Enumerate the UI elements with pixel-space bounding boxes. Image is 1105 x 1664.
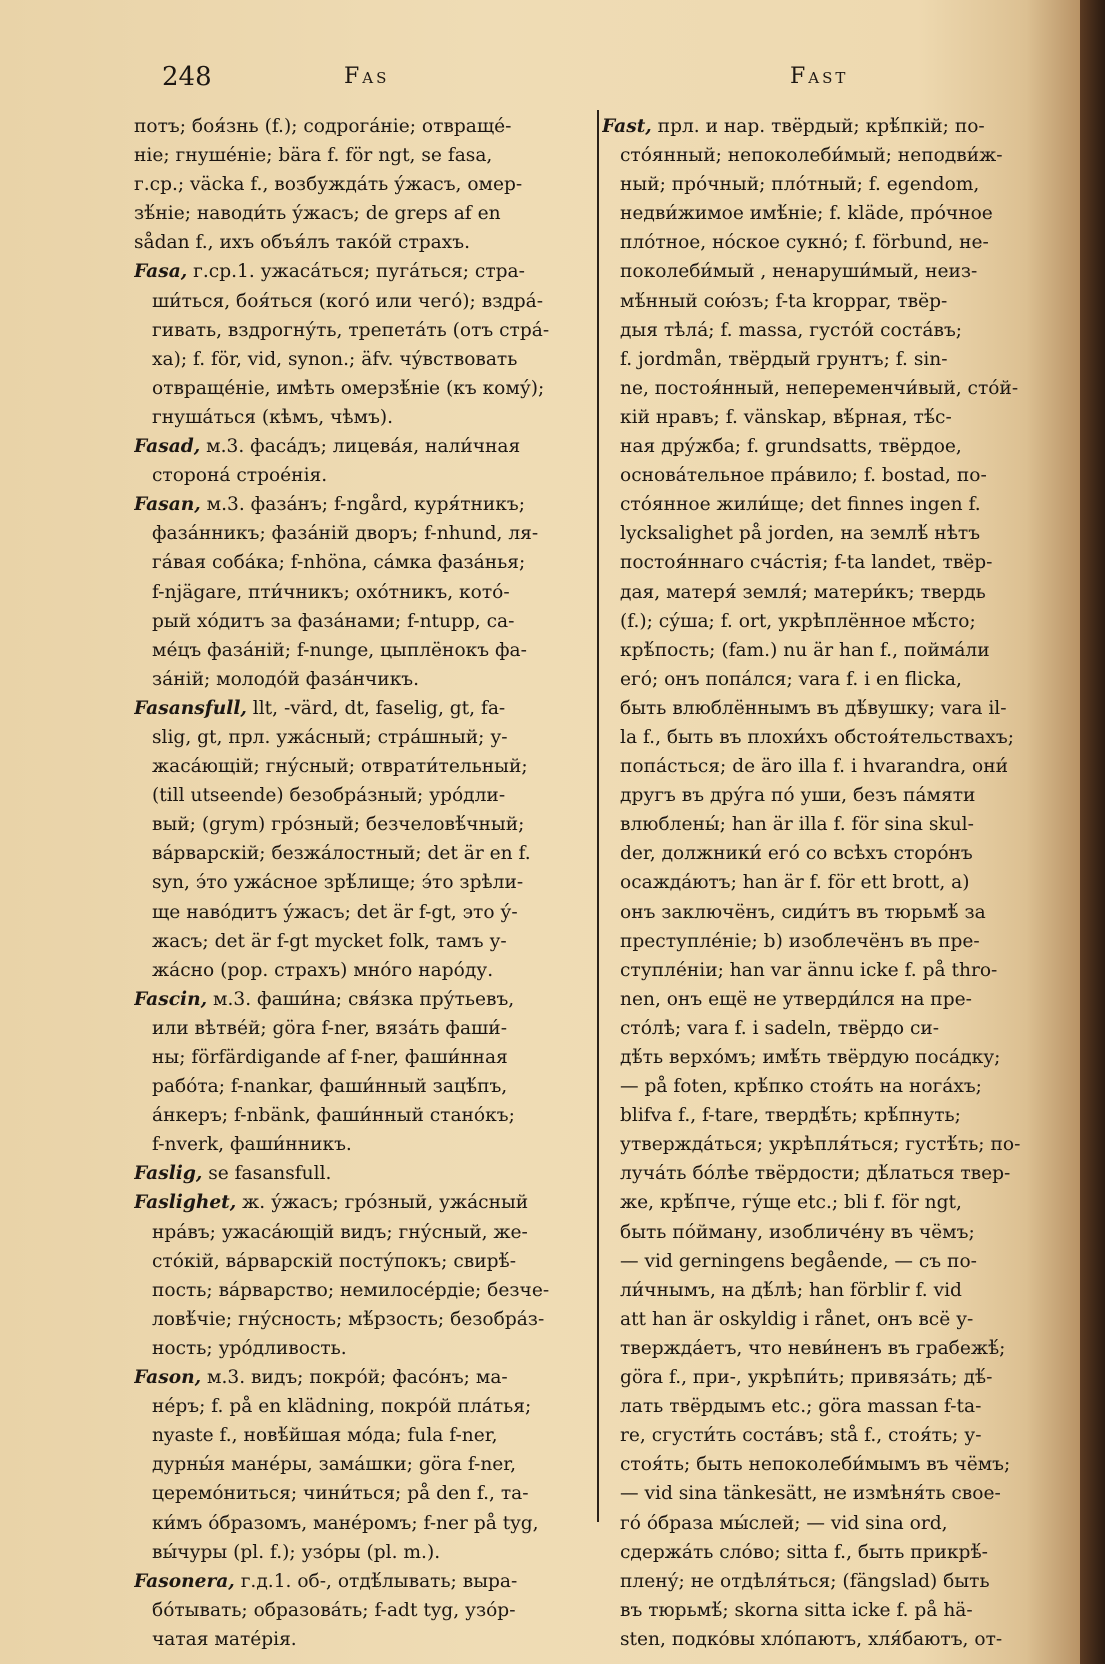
- entry-line: [602, 1305, 1052, 1334]
- entry-line: [134, 1305, 586, 1334]
- entry-line: [602, 578, 1052, 607]
- definition-text: плену́; не отдѣля́ться; (fängslad) быть: [620, 1570, 990, 1592]
- entry-line: [134, 1538, 586, 1567]
- dictionary-entry: [134, 1567, 586, 1654]
- definition-text: его́; онъ попа́лся; vara f. i en flicka,: [620, 668, 962, 690]
- headword: Fasad,: [134, 436, 201, 458]
- definition-text: м.3. видъ; покро́й; фасо́нъ; ма-: [201, 1367, 508, 1389]
- definition-text: недви́жимое имѣ́ніе; f. kläde, про́чное: [620, 203, 993, 225]
- entry-line: [134, 1130, 586, 1159]
- definition-text: же, крѣ́пче, гу́ще etc.; bli f. för ngt,: [620, 1192, 962, 1214]
- entry-line: [602, 1625, 1052, 1654]
- entry-line: [602, 519, 1052, 548]
- definition-text: м.3. фаши́на; свя́зка пру́тьевъ,: [207, 988, 515, 1010]
- definition-text: прл. и нар. твёрдый; крѣ́пкій; по-: [651, 116, 985, 137]
- definition-text: чатая матéрія.: [152, 1628, 297, 1650]
- right-guide-word: Fast: [790, 64, 849, 89]
- entry-line: [602, 170, 1052, 199]
- definition-text: (f.); су́ша; f. ort, укрѣплённое мѣ́сто;: [620, 610, 976, 632]
- entry-line: [134, 578, 586, 607]
- headword: Fasa,: [134, 261, 188, 283]
- entry-line: [602, 1130, 1052, 1159]
- entry-line: [134, 1509, 586, 1538]
- headword: Fasansfull,: [134, 697, 247, 719]
- entry-line: [602, 1509, 1052, 1538]
- definition-text: или вѣтве́й; göra f-ner, вяза́ть фаши́-: [152, 1017, 507, 1039]
- definition-text: а́нкеръ; f-nbänk, фаши́нный стано́къ;: [152, 1105, 515, 1127]
- definition-text: мéцъ фаза́ній; f-nunge, цыплёнокъ фа-: [152, 639, 527, 661]
- definition-text: ность; уро́дливость.: [152, 1337, 347, 1359]
- definition-text: nen, онъ ещё не утверди́лся на пре-: [620, 988, 972, 1010]
- entry-line: [134, 548, 586, 577]
- definition-text: церемо́ниться; чини́ться; på den f., та-: [152, 1483, 529, 1505]
- definition-text: лать твёрдымъ etc.; göra massan f-ta-: [620, 1396, 982, 1418]
- definition-text: фаза́нникъ; фаза́ній дворъ; f-nhund, ля-: [152, 523, 539, 545]
- entry-line: [602, 432, 1052, 461]
- entry-line: [602, 1247, 1052, 1276]
- entry-line: [602, 403, 1052, 432]
- definition-text: — vid gerningens begående, — съ по-: [620, 1250, 977, 1272]
- definition-text: ж. у́жасъ; гро́зный, ужа́сный: [236, 1192, 529, 1214]
- definition-text: жасъ; det är f-gt mycket folk, тамъ у-: [152, 930, 507, 952]
- entry-line: [602, 345, 1052, 374]
- definition-text: la f., быть въ плохи́хъ обстоя́тельствахъ;: [620, 726, 1014, 748]
- entry-line: [602, 1538, 1052, 1567]
- definition-text: пло́тное, но́ское сукно́; f. förbund, не-: [620, 232, 989, 254]
- definition-text: se fasansfull.: [202, 1163, 332, 1185]
- definition-text: бо́тывать; образова́ть; f-adt tyg, узо́р-: [152, 1599, 516, 1621]
- definition-text: сто́янное жили́ще; det finnes ingen f.: [620, 494, 981, 516]
- headword: Fascin,: [134, 988, 208, 1010]
- definition-text: дѣ́ть верхо́мъ; имѣ́ть твёрдую поса́дку;: [620, 1047, 1001, 1068]
- definition-text: ха); f. för, vid, synon.; äfv. чу́вствовать: [152, 348, 518, 370]
- entry-line: [602, 1072, 1052, 1101]
- definition-text: жа́сно (рор. страхъ) мно́го наро́ду.: [152, 959, 494, 981]
- dictionary-entry: [134, 490, 586, 694]
- entry-line: [134, 810, 586, 839]
- definition-text: дурны́я мане́ры, зама́шки; göra f-ner,: [152, 1454, 517, 1476]
- entry-line: [134, 490, 586, 519]
- entry-line: [134, 1479, 586, 1508]
- definition-text: жаса́ющій; гну́сный; отврати́тельный;: [152, 756, 528, 778]
- definition-text: сто́лѣ; vara f. i sadeln, твёрдо си-: [620, 1017, 940, 1039]
- entry-line: [134, 257, 586, 286]
- definition-text: за́ній; молодо́й фаза́нчикъ.: [152, 668, 420, 690]
- entry-line: [134, 1567, 586, 1596]
- entry-line: [134, 1392, 586, 1421]
- entry-line: [602, 374, 1052, 403]
- entry-line: [134, 752, 586, 781]
- entry-line: [134, 723, 586, 752]
- entry-line: [602, 694, 1052, 723]
- column-divider: [597, 110, 599, 1522]
- definition-text: другъ въ дру́га по́ уши, безъ па́мяти: [620, 785, 976, 807]
- definition-text: г.ср.1. ужаса́ться; пуга́ться; стра-: [187, 261, 525, 283]
- entry-line: [602, 607, 1052, 636]
- entry-line: [134, 374, 586, 403]
- entry-line: [602, 810, 1052, 839]
- entry-line: [602, 868, 1052, 897]
- entry-line: [602, 112, 1052, 141]
- definition-text: утвержда́ться; укрѣпля́ться; густѣ́ть; по-: [620, 1134, 1021, 1156]
- entry-line: [134, 112, 586, 141]
- entry-line: [602, 1392, 1052, 1421]
- entry-line: [134, 519, 586, 548]
- definition-text: гивать, вздрогну́ть, трепета́ть (отъ стра́-: [152, 319, 550, 341]
- entry-line: [134, 1101, 586, 1130]
- headword: Fast,: [602, 116, 652, 137]
- definition-text: re, сгусти́ть соста́въ; stå f., стоя́ть; у-: [620, 1425, 982, 1447]
- definition-text: зѣ́ніе; наводи́ть у́жасъ; de greps af en: [134, 203, 501, 225]
- definition-text: преступле́ніе; b) изоблечёнъ въ пре-: [620, 930, 980, 952]
- definition-text: въ тюрьмѣ́; skorna sitta icke f. på hä-: [620, 1599, 973, 1621]
- definition-text: вы́чуры (pl. f.); узо́ры (pl. m.).: [152, 1541, 441, 1563]
- headword: Fasonera,: [134, 1570, 235, 1592]
- entry-line: [134, 636, 586, 665]
- entry-line: [602, 723, 1052, 752]
- entry-line: [134, 1363, 586, 1392]
- definition-text: потъ; боя́знь (f.); содрога́ніе; отвраще́-: [134, 116, 512, 137]
- entry-line: [602, 228, 1052, 257]
- entry-line: [602, 1479, 1052, 1508]
- definition-text: ки́мъ о́бразомъ, мане́ромъ; f-ner på tyg,: [152, 1512, 539, 1534]
- definition-text: дыя тѣла́; f. massa, густо́й соста́въ;: [620, 319, 963, 341]
- entry-line: [602, 752, 1052, 781]
- definition-text: — vid sina tänkesätt, не измѣня́ть свое-: [620, 1483, 1001, 1505]
- entry-line: [602, 548, 1052, 577]
- definition-text: крѣ́пость; (fam.) nu är han f., пойма́ли: [620, 639, 990, 661]
- definition-text: nyaste f., новѣ́йшая мо́да; fula f-ner,: [152, 1425, 498, 1447]
- dictionary-entry: [602, 112, 1052, 1654]
- definition-text: ная дру́жба; f. grundsatts, твёрдое,: [620, 436, 962, 458]
- definition-text: der, должники́ его́ со всѣхъ сторо́нъ: [620, 843, 973, 865]
- definition-text: луча́ть бо́лѣе твёрдости; дѣ́латься твер-: [620, 1163, 1011, 1185]
- definition-text: поколеби́мый , ненаруши́мый, неиз-: [620, 261, 978, 283]
- definition-text: ще наво́дитъ у́жасъ; det är f-gt, это у́-: [152, 901, 518, 923]
- entry-line: [134, 403, 586, 432]
- definition-text: f. jordmån, твёрдый грунтъ; f. sin-: [620, 348, 948, 370]
- definition-text: ва́рварскій; безжа́лостный; det är en f.: [152, 843, 531, 865]
- definition-text: f-njägare, пти́чникъ; охо́тникъ, кото́-: [152, 581, 510, 603]
- definition-text: ный; про́чный; пло́тный; f. egendom,: [620, 174, 980, 196]
- definition-text: постоя́ннаго сча́стія; f-ta landet, твёр-: [620, 552, 993, 574]
- definition-text: blifva f., f-tare, твердѣ́ть; крѣ́пнуть;: [620, 1105, 961, 1127]
- definition-text: стоя́ть; быть непоколеби́мымъ въ чёмъ;: [620, 1454, 1011, 1476]
- definition-text: ны; förfärdigande af f-ner, фаши́нная: [152, 1047, 508, 1068]
- entry-line: [134, 141, 586, 170]
- definition-text: lycksalighet på jorden, на землѣ́ нѣтъ: [620, 523, 981, 545]
- entry-line: [134, 432, 586, 461]
- definition-text: вый; (grym) гро́зный; безчеловѣ́чный;: [152, 814, 525, 836]
- entry-line: [602, 316, 1052, 345]
- entry-line: [134, 1450, 586, 1479]
- entry-line: [602, 287, 1052, 316]
- definition-text: рабо́та; f-nankar, фаши́нный зацѣ́пъ,: [152, 1076, 508, 1098]
- definition-text: сдержа́ть сло́во; sitta f., быть прикрѣ́-: [620, 1541, 988, 1563]
- entry-line: [134, 985, 586, 1014]
- definition-text: — på foten, крѣ́пко стоя́ть на нога́хъ;: [620, 1076, 982, 1098]
- dictionary-entry: [134, 257, 586, 432]
- page-header: [0, 62, 1080, 102]
- definition-text: ли́чнымъ, на дѣ́лѣ; han förblir f. vid: [620, 1279, 962, 1301]
- entry-line: [134, 345, 586, 374]
- definition-text: сто́янный; непоколеби́мый; неподви́ж-: [620, 145, 1003, 167]
- definition-text: кій нравъ; f. vänskap, вѣ́рная, тѣ́с-: [620, 406, 952, 428]
- definition-text: м.3. фаса́дъ; лицева́я, нали́чная: [200, 436, 521, 458]
- entry-line: [602, 781, 1052, 810]
- right-column: [602, 112, 1052, 1654]
- dictionary-entry: [134, 1363, 586, 1567]
- entry-line: [602, 257, 1052, 286]
- definition-text: основа́тельное пра́вило; f. bostad, по-: [620, 465, 987, 487]
- dictionary-entry: [134, 1188, 586, 1363]
- dictionary-entry: [134, 985, 586, 1160]
- entry-line: [134, 1043, 586, 1072]
- entry-line: [134, 1159, 586, 1188]
- entry-line: [134, 694, 586, 723]
- entry-line: [134, 956, 586, 985]
- entry-line: [602, 839, 1052, 868]
- headword: Fason,: [134, 1367, 202, 1389]
- definition-text: ступле́ніи; han var ännu icke f. på thro-: [620, 959, 998, 981]
- dictionary-entry: [134, 112, 586, 257]
- entry-line: [134, 665, 586, 694]
- entry-line: [134, 1188, 586, 1217]
- definition-text: сто́кій, ва́рварскій посту́покъ; свирѣ́-: [152, 1250, 516, 1272]
- entry-line: [602, 956, 1052, 985]
- definition-text: slig, gt, прл. ужа́сный; стра́шный; у-: [152, 726, 508, 748]
- headword: Fasan,: [134, 494, 201, 516]
- definition-text: ловѣ́чіе; гну́сность; мѣ́рзость; безобра́з-: [152, 1308, 545, 1330]
- entry-line: [134, 1247, 586, 1276]
- headword: Faslighet,: [134, 1192, 237, 1214]
- definition-text: быть по́йману, изобличе́ну въ чёмъ;: [620, 1221, 975, 1243]
- entry-line: [602, 1043, 1052, 1072]
- entry-line: [134, 868, 586, 897]
- definition-text: нра́въ; ужаса́ющій видъ; гну́сный, же-: [152, 1221, 528, 1243]
- entry-line: [602, 1596, 1052, 1625]
- entry-line: [134, 199, 586, 228]
- definition-text: мѣ́нный сою́зъ; f-ta kroppar, твёр-: [620, 290, 948, 312]
- definition-text: дая, матеря́ земля́; матери́къ; твердь: [620, 581, 986, 603]
- definition-text: твержда́етъ, что неви́ненъ въ грабежѣ́;: [620, 1337, 1006, 1359]
- definition-text: сторона́ строе́нія.: [152, 465, 328, 487]
- entry-line: [602, 490, 1052, 519]
- page-edge: [1080, 0, 1105, 1664]
- left-column: [134, 112, 586, 1654]
- entry-line: [134, 1421, 586, 1450]
- definition-text: отвраще́ніе, имѣть омерзѣ́ніе (къ кому́);: [152, 377, 545, 399]
- entry-line: [134, 898, 586, 927]
- definition-text: гнуша́ться (кѣмъ, чѣмъ).: [152, 406, 394, 428]
- entry-line: [134, 927, 586, 956]
- definition-text: попа́сться; de äro illa f. i hvarandra, они́: [620, 756, 1009, 778]
- entry-line: [134, 1072, 586, 1101]
- definition-text: м.3. фаза́нъ; f-ngård, куря́тникъ;: [200, 494, 526, 516]
- entry-line: [602, 985, 1052, 1014]
- entry-line: [602, 636, 1052, 665]
- definition-text: (till utseende) безобра́зный; уро́дли-: [152, 785, 506, 807]
- entry-line: [602, 461, 1052, 490]
- entry-line: [602, 1334, 1052, 1363]
- definition-text: llt, -värd, dt, faselig, gt, fa-: [246, 697, 506, 719]
- entry-line: [602, 1101, 1052, 1130]
- definition-text: нéръ; f. på en klädning, покро́й пла́тья;: [152, 1396, 532, 1418]
- definition-text: пость; ва́рварство; немилосе́рдіе; безче-: [152, 1279, 550, 1301]
- entry-line: [134, 170, 586, 199]
- entry-line: [134, 461, 586, 490]
- entry-line: [602, 1188, 1052, 1217]
- entry-line: [134, 1218, 586, 1247]
- definition-text: ши́ться, боя́ться (кого́ или чего́); вздра́-: [152, 290, 544, 312]
- entry-line: [602, 898, 1052, 927]
- entry-line: [134, 287, 586, 316]
- page-number: 248: [162, 62, 212, 92]
- definition-text: г.д.1. об-, отдѣ́лывать; выра-: [234, 1570, 518, 1592]
- definition-text: го́ о́браза мы́слей; — vid sina ord,: [620, 1512, 948, 1534]
- definition-text: sten, подко́вы хло́паютъ, хля́баютъ, от-: [620, 1628, 1003, 1650]
- entry-line: [134, 1276, 586, 1305]
- entry-line: [602, 1218, 1052, 1247]
- definition-text: осажда́ютъ; han är f. för ett brott, a): [620, 872, 970, 894]
- definition-text: ніе; гнуше́ніе; bära f. för ngt, se fasa,: [134, 145, 493, 167]
- dictionary-entry: [134, 694, 586, 985]
- entry-line: [134, 1334, 586, 1363]
- definition-text: влюблены́; han är illa f. för sina skul-: [620, 814, 974, 836]
- definition-text: f-nverk, фаши́нникъ.: [152, 1134, 352, 1156]
- entry-line: [134, 839, 586, 868]
- entry-line: [602, 1159, 1052, 1188]
- entry-line: [602, 665, 1052, 694]
- definition-text: att han är oskyldig i rånet, онъ всё у-: [620, 1308, 974, 1330]
- entry-line: [602, 1276, 1052, 1305]
- entry-line: [602, 1014, 1052, 1043]
- definition-text: га́вая соба́ка; f-nhöna, са́мка фаза́нья;: [152, 552, 526, 574]
- entry-line: [602, 199, 1052, 228]
- entry-line: [602, 1363, 1052, 1392]
- entry-line: [602, 141, 1052, 170]
- dictionary-entry: [134, 1159, 586, 1188]
- entry-line: [134, 1625, 586, 1654]
- entry-line: [134, 316, 586, 345]
- definition-text: онъ заключёнъ, сиди́тъ въ тюрьмѣ́ за: [620, 901, 986, 923]
- entry-line: [134, 781, 586, 810]
- entry-line: [134, 1596, 586, 1625]
- entry-line: [602, 1450, 1052, 1479]
- definition-text: г.ср.; väcka f., возбужда́ть у́жасъ, омер-: [134, 174, 523, 196]
- definition-text: быть влюблённымъ въ дѣ́вушку; vara il-: [620, 697, 1007, 719]
- entry-line: [134, 228, 586, 257]
- entry-line: [134, 1014, 586, 1043]
- entry-line: [602, 1567, 1052, 1596]
- definition-text: göra f., при-, укрѣпи́ть; привяза́ть; дѣ́-: [620, 1367, 993, 1389]
- definition-text: ne, постоя́нный, непеременчи́вый, сто́й-: [620, 377, 1019, 399]
- headword: Faslig,: [134, 1163, 203, 1185]
- definition-text: syn, э́то ужа́сное зрѣ́лище; э́то зрѣли-: [152, 872, 524, 894]
- entry-line: [602, 927, 1052, 956]
- left-guide-word: Fas: [344, 64, 390, 89]
- entry-line: [134, 607, 586, 636]
- definition-text: sådan f., ихъ объя́лъ тако́й страхъ.: [134, 232, 470, 254]
- entry-line: [602, 1421, 1052, 1450]
- dictionary-entry: [134, 432, 586, 490]
- definition-text: рый хо́дитъ за фаза́нами; f-ntupp, са-: [152, 610, 515, 632]
